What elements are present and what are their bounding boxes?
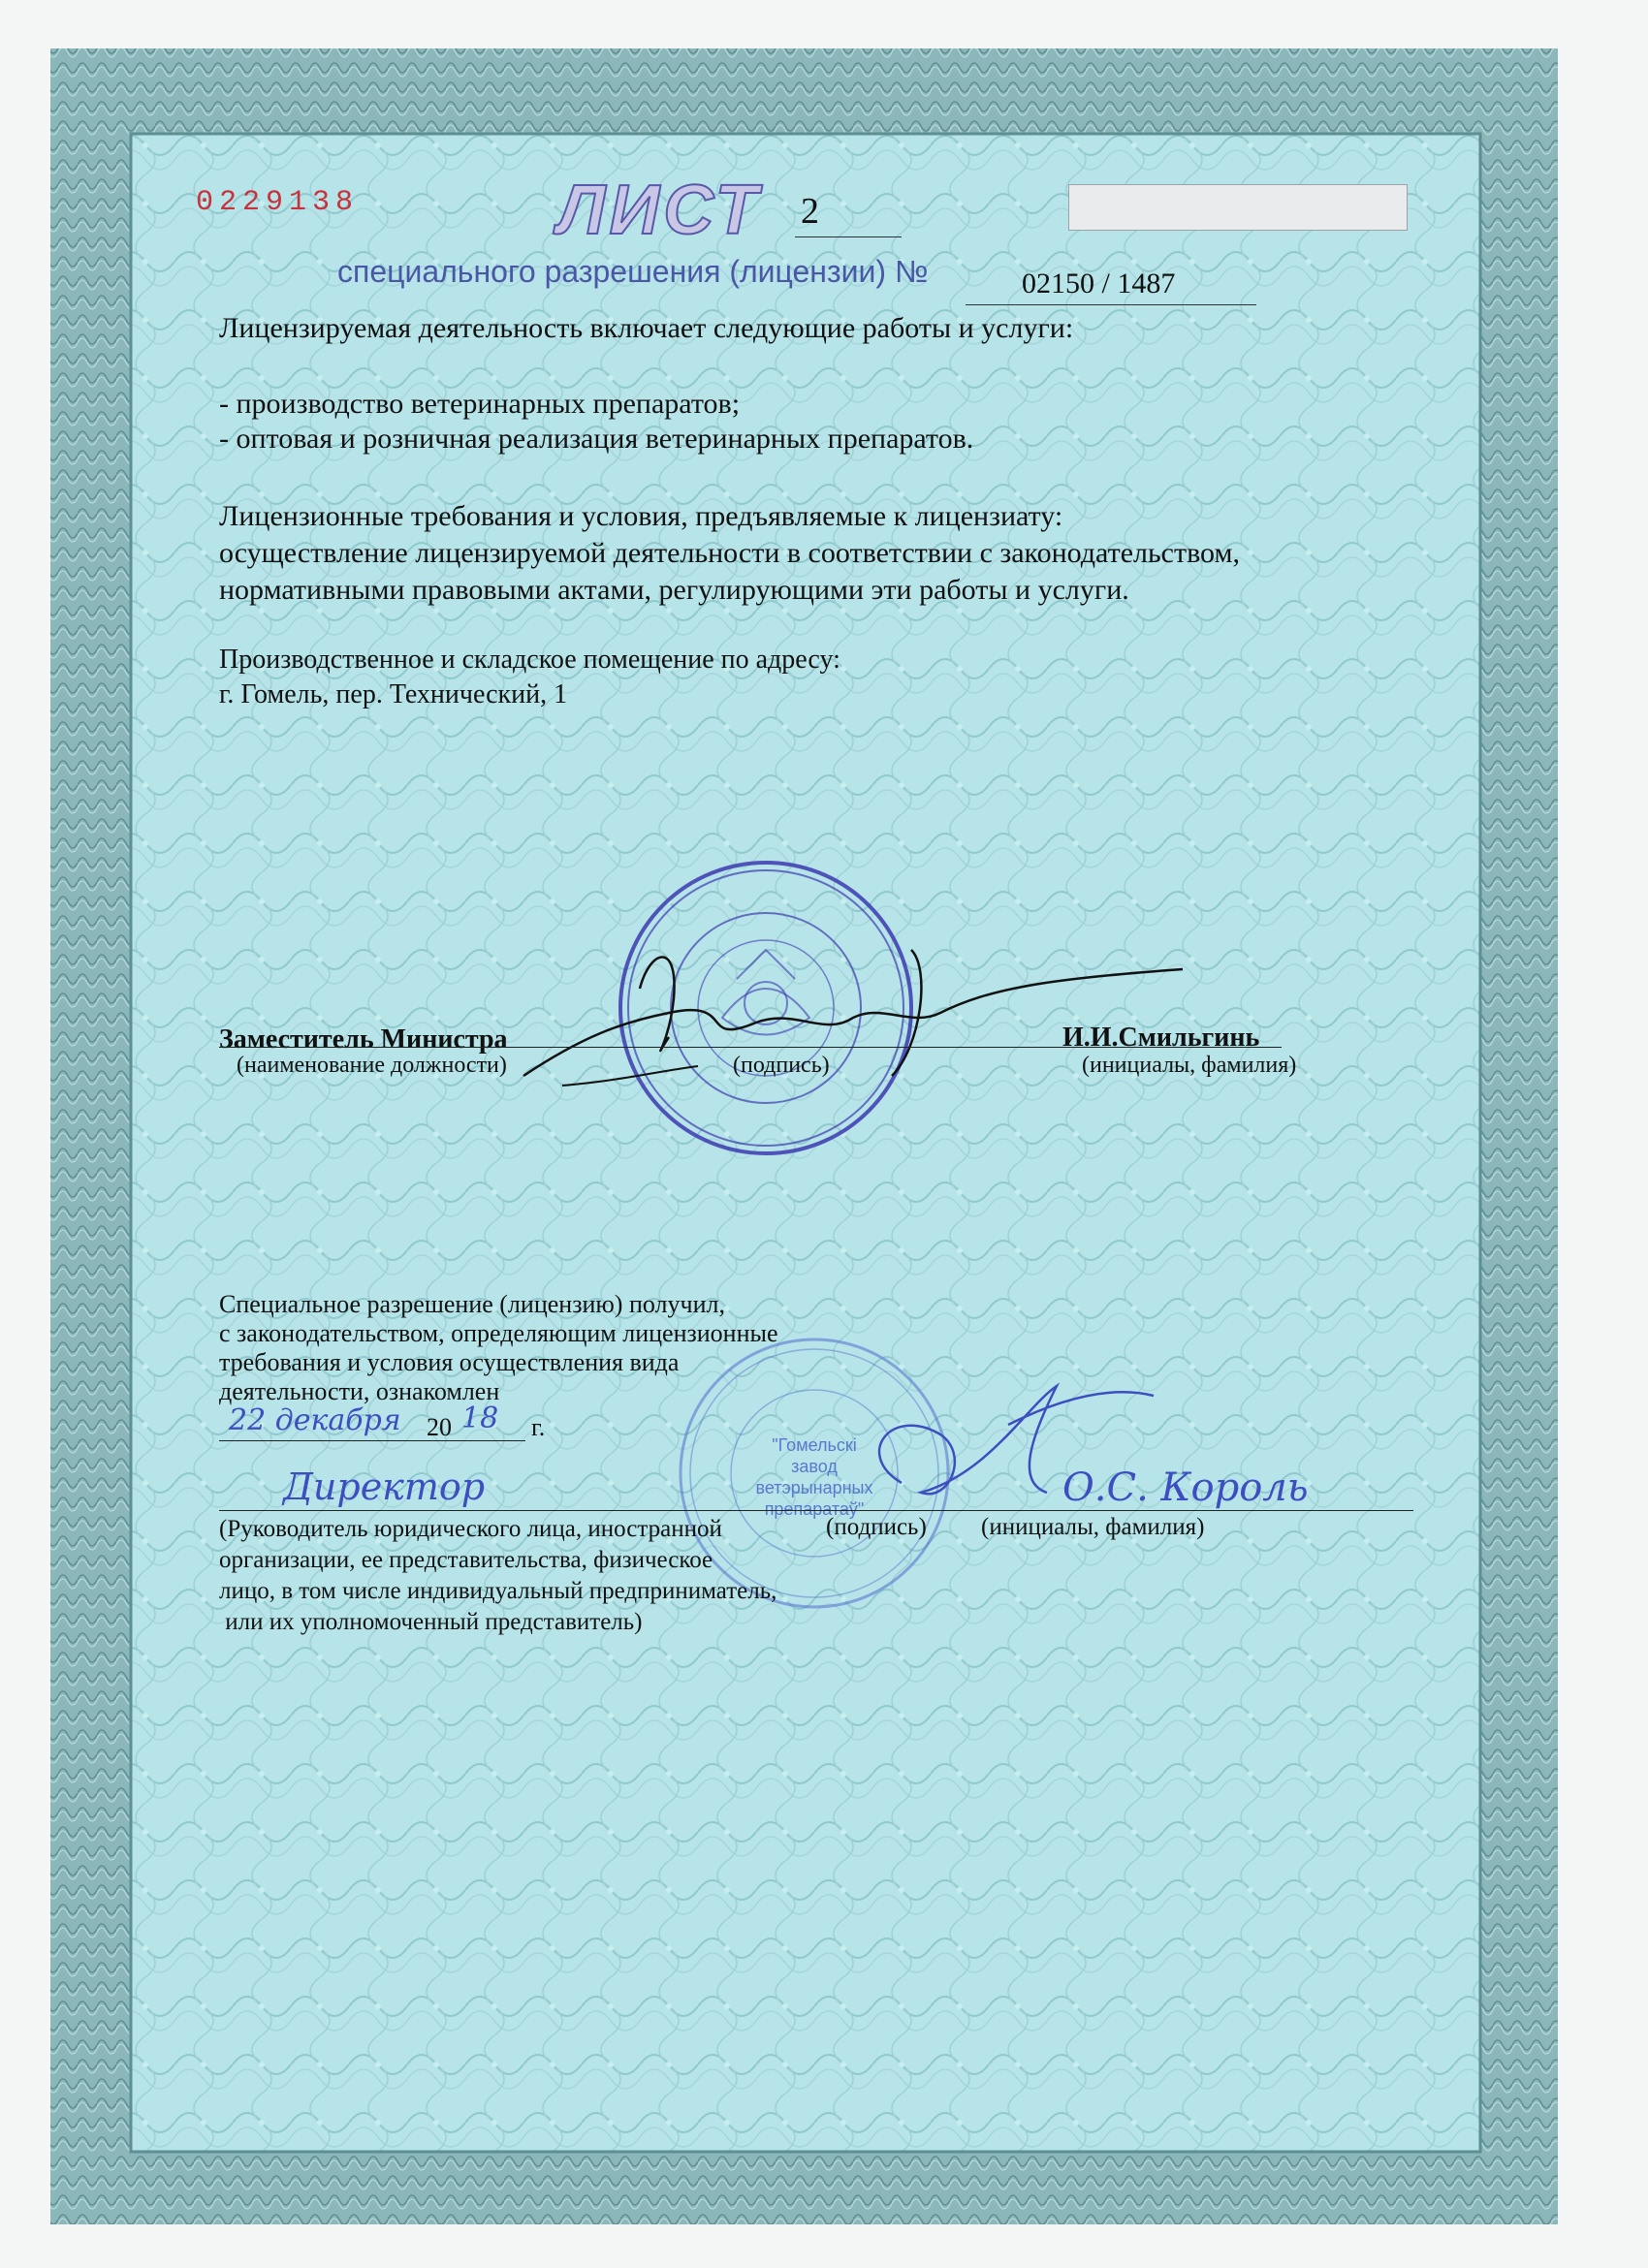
requirements-line: осуществление лицензируемой деятельности в соответствии с законодательством, [219,537,1240,569]
receipt-year-g: г. [531,1413,546,1441]
receipt-date-handwritten: 22 декабря [229,1403,401,1437]
company-seal-text [1464,3,1465,4]
handwritten-name: О.С. Король [1062,1465,1309,1510]
handwritten-position: Директор [283,1465,486,1508]
requirements-line: Лицензионные требования и условия, предъявляемые к лицензиату: [219,500,1063,532]
caption-position-line: или их уполномоченный представитель) [219,1609,643,1635]
sheet-number: 2 [801,191,819,232]
caption-signature: (подпись) [826,1514,927,1540]
signatory-position: Заместитель Министра [219,1024,508,1055]
sheet-title: ЛИСТ [557,172,762,249]
company-seal-line: препаратаў" [764,1499,865,1519]
address-label: Производственное и складское помещение по адресу: [219,645,840,675]
blank-field-box [1068,184,1408,231]
caption-position-line: организации, ее представительства, физическое [219,1547,713,1573]
activity-item: - производство ветеринарных препаратов; [219,388,741,420]
receipt-line: Специальное разрешение (лицензию) получил, [219,1290,725,1318]
serial-number: 0229138 [196,186,360,219]
receipt-year-prefix: 20 [427,1413,452,1441]
license-number: 02150 / 1487 [1022,268,1176,299]
activities-intro: Лицензируемая деятельность включает следующие работы и услуги: [219,312,1074,344]
signatory-name: И.И.Смильгинь [1062,1023,1260,1053]
license-number-underline [966,304,1256,305]
receipt-line: с законодательством, определяющим лицензионные [219,1319,778,1347]
company-seal-line: завод [791,1457,838,1476]
receipt-line: требования и условия осуществления вида [219,1348,680,1376]
receipt-line: деятельности, ознакомлен [219,1377,500,1405]
caption-name: (инициалы, фамилия) [981,1514,1205,1540]
requirements-line: нормативными правовыми актами, регулирующими эти работы и услуги. [219,574,1129,606]
caption-position-line: (Руководитель юридического лица, иностранной [219,1516,722,1542]
date-underline [219,1440,525,1441]
name-caption: (инициалы, фамилия) [1082,1053,1297,1078]
license-subtitle: специального разрешения (лицензии) № [337,254,929,289]
company-seal-line: "Гомельскі [772,1435,857,1455]
position-caption: (наименование должности) [237,1053,507,1078]
signature-caption: (подпись) [733,1053,830,1078]
company-seal-line: ветэрынарных [755,1478,873,1497]
receipt-year-suffix: 18 [461,1402,499,1435]
activity-item: - оптовая и розничная реализация ветеринарных препаратов. [219,423,974,455]
official-seal-text [1464,1,1465,2]
sheet-number-underline [795,236,902,237]
address-value: г. Гомель, пер. Технический, 1 [219,679,568,709]
caption-position-line: лицо, в том числе индивидуальный предприниматель, [219,1578,777,1604]
recipient-signature-line [219,1510,1413,1511]
